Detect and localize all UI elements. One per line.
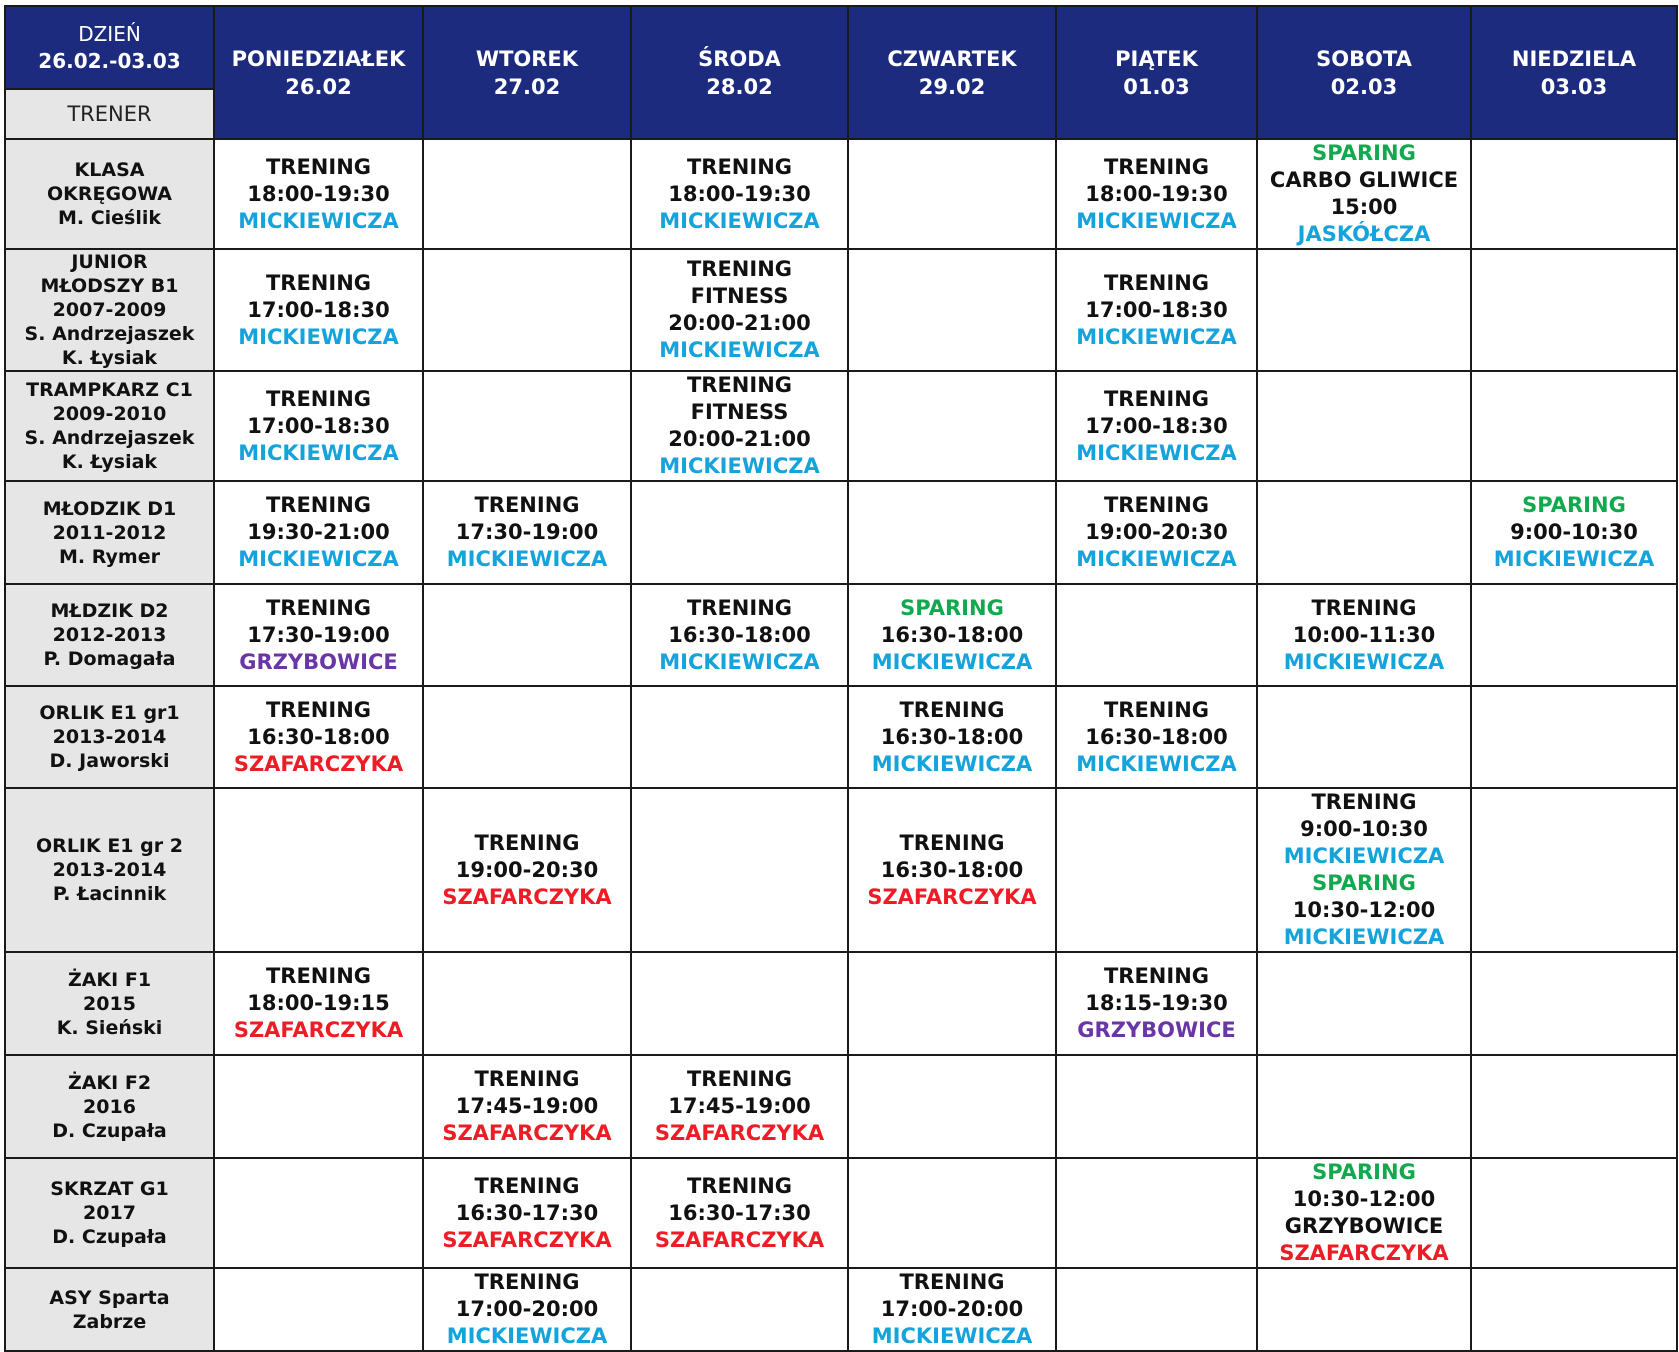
- schedule-slot: [1257, 1158, 1471, 1268]
- team-label-line: 2013-2014: [52, 859, 167, 881]
- slot-line: 19:00-20:30: [1085, 520, 1228, 544]
- team-row: [5, 788, 1677, 952]
- slot-line: TRENING: [265, 493, 372, 517]
- schedule-slot: [214, 952, 423, 1055]
- empty-slot: [1471, 139, 1677, 249]
- empty-slot: [1471, 1055, 1677, 1158]
- schedule-slot: [1056, 371, 1257, 481]
- team-cell: [5, 584, 214, 686]
- trainer-label-cell: [5, 89, 214, 139]
- team-cell: [5, 139, 214, 249]
- empty-slot: [848, 1158, 1056, 1268]
- empty-slot: [214, 1055, 423, 1158]
- team-label-line: M. Rymer: [59, 545, 160, 568]
- empty-slot: [423, 686, 631, 788]
- empty-slot: [1056, 1268, 1257, 1351]
- schedule-slot: [423, 1158, 631, 1268]
- slot-line: 18:00-19:30: [247, 181, 390, 206]
- slot-line: MICKIEWICZA: [659, 338, 820, 362]
- team-cell: [5, 249, 214, 371]
- slot-line: SPARING: [1312, 1160, 1416, 1184]
- slot-line: TRENING: [1103, 964, 1210, 988]
- slot-line: TRENING: [686, 595, 793, 620]
- team-cell: [5, 952, 214, 1055]
- schedule-slot: [1471, 481, 1677, 584]
- slot-line: MICKIEWICZA: [1076, 547, 1237, 571]
- day-header-friday: [1056, 6, 1257, 139]
- empty-slot: [214, 1268, 423, 1351]
- slot-line: MICKIEWICZA: [446, 1324, 608, 1348]
- slot-line: MICKIEWICZA: [446, 547, 608, 571]
- empty-slot: [631, 481, 848, 584]
- team-label-line: JUNIOR: [71, 251, 148, 273]
- day-name: PIĄTEK: [1115, 46, 1198, 71]
- slot-line: TRENING: [265, 386, 372, 411]
- team-label-line: 2017: [83, 1202, 136, 1224]
- team-label-line: 2015: [83, 992, 136, 1015]
- slot-line: 19:30-21:00: [247, 520, 390, 544]
- schedule-slot: [631, 584, 848, 686]
- slot-line: TRENING: [474, 1173, 580, 1198]
- empty-slot: [1471, 249, 1677, 371]
- empty-slot: [423, 249, 631, 371]
- empty-slot: [1257, 249, 1471, 371]
- team-label-line: 2016: [83, 1095, 136, 1118]
- slot-line: 18:00-19:15: [247, 991, 390, 1015]
- schedule-slot: [423, 481, 631, 584]
- slot-line: 16:30-17:30: [668, 1200, 811, 1225]
- slot-line: SPARING: [900, 595, 1004, 620]
- day-header-monday: [214, 6, 423, 139]
- team-label-line: MŁODSZY B1: [40, 275, 179, 297]
- day-name: NIEDZIELA: [1511, 46, 1637, 71]
- schedule-slot: [214, 481, 423, 584]
- day-header-tuesday: [423, 6, 631, 139]
- day-date: 28.02: [706, 74, 773, 99]
- empty-slot: [848, 1055, 1056, 1158]
- slot-line: 18:15-19:30: [1085, 991, 1228, 1015]
- schedule-slot: [631, 139, 848, 249]
- slot-line: GRZYBOWICE: [239, 649, 398, 674]
- empty-slot: [423, 952, 631, 1055]
- team-row: [5, 481, 1677, 584]
- slot-line: MICKIEWICZA: [238, 547, 399, 571]
- slot-line: MICKIEWICZA: [1283, 925, 1445, 949]
- slot-line: FITNESS: [690, 284, 789, 308]
- schedule-slot: [848, 1268, 1056, 1351]
- team-label-line: K. Łysiak: [61, 451, 158, 473]
- schedule-slot: [1257, 139, 1471, 249]
- slot-line: TRENING: [1103, 154, 1210, 179]
- slot-line: 18:00-19:30: [1085, 181, 1228, 206]
- empty-slot: [631, 788, 848, 952]
- slot-line: MICKIEWICZA: [871, 649, 1033, 674]
- slot-line: MICKIEWICZA: [659, 208, 820, 233]
- day-name: CZWARTEK: [887, 46, 1017, 71]
- empty-slot: [1471, 952, 1677, 1055]
- day-date: 01.03: [1123, 74, 1190, 99]
- team-label-line: MŁDZIK D2: [50, 600, 169, 622]
- team-label-line: SKRZAT G1: [50, 1178, 169, 1200]
- empty-slot: [1257, 1055, 1471, 1158]
- team-cell: [5, 1158, 214, 1268]
- team-cell: [5, 1055, 214, 1158]
- slot-line: MICKIEWICZA: [1493, 547, 1655, 571]
- team-row: [5, 1268, 1677, 1351]
- team-label-line: 2013-2014: [52, 726, 167, 748]
- empty-slot: [1056, 1158, 1257, 1268]
- team-row: [5, 139, 1677, 249]
- empty-slot: [423, 371, 631, 481]
- team-row: [5, 584, 1677, 686]
- empty-slot: [1471, 1158, 1677, 1268]
- team-row: [5, 249, 1677, 371]
- empty-slot: [1056, 584, 1257, 686]
- slot-line: TRENING: [474, 1067, 580, 1091]
- empty-slot: [631, 686, 848, 788]
- slot-line: 17:00-20:00: [880, 1297, 1024, 1321]
- slot-line: 20:00-21:00: [668, 427, 811, 451]
- team-label-line: ŻAKI F1: [67, 968, 152, 991]
- trainer-label: TRENER: [67, 102, 152, 126]
- slot-line: SPARING: [1522, 493, 1626, 517]
- team-label-line: S. Andrzejaszek: [24, 427, 195, 449]
- slot-line: TRENING: [265, 154, 372, 179]
- day-date: 27.02: [493, 74, 561, 99]
- slot-line: 17:00-18:30: [1085, 297, 1228, 322]
- slot-line: TRENING: [899, 830, 1005, 855]
- slot-line: MICKIEWICZA: [659, 649, 820, 674]
- team-label-line: Zabrze: [72, 1310, 147, 1333]
- slot-line: TRENING: [474, 493, 580, 517]
- schedule-slot: [1056, 481, 1257, 584]
- slot-line: 9:00-10:30: [1510, 520, 1638, 544]
- day-name: SOBOTA: [1316, 46, 1412, 71]
- slot-line: TRENING: [265, 595, 372, 620]
- team-label-line: ASY Sparta: [49, 1286, 170, 1309]
- team-label-line: ORLIK E1 gr1: [39, 702, 180, 724]
- schedule-slot: [1056, 249, 1257, 371]
- team-label-line: 2012-2013: [52, 624, 167, 646]
- team-row: [5, 952, 1677, 1055]
- empty-slot: [1257, 371, 1471, 481]
- slot-line: MICKIEWICZA: [238, 440, 399, 465]
- empty-slot: [1257, 1268, 1471, 1351]
- schedule-slot: [1056, 686, 1257, 788]
- slot-line: GRZYBOWICE: [1077, 1018, 1236, 1042]
- day-header-saturday: [1257, 6, 1471, 139]
- team-label-line: D. Czupała: [52, 1119, 167, 1142]
- schedule-slot: [848, 686, 1056, 788]
- slot-line: TRENING: [265, 270, 372, 295]
- slot-line: TRENING: [1103, 270, 1210, 295]
- empty-slot: [1471, 788, 1677, 952]
- slot-line: TRENING: [686, 1173, 793, 1198]
- empty-slot: [1056, 1055, 1257, 1158]
- slot-line: FITNESS: [690, 400, 789, 424]
- team-cell: [5, 371, 214, 481]
- slot-line: MICKIEWICZA: [659, 454, 820, 478]
- team-cell: [5, 1268, 214, 1351]
- slot-line: TRENING: [474, 1270, 580, 1294]
- slot-line: TRENING: [899, 1270, 1005, 1294]
- slot-line: TRENING: [1103, 697, 1210, 722]
- team-label-line: K. Sieński: [56, 1016, 163, 1039]
- day-date: 02.03: [1330, 74, 1398, 99]
- team-label-line: OKRĘGOWA: [46, 183, 173, 205]
- slot-line: SZAFARCZYKA: [1279, 1241, 1449, 1265]
- day-name: WTOREK: [475, 46, 579, 71]
- day-date: 26.02: [285, 74, 352, 99]
- slot-line: TRENING: [1311, 790, 1417, 814]
- slot-line: MICKIEWICZA: [1076, 324, 1237, 349]
- empty-slot: [1257, 952, 1471, 1055]
- empty-slot: [631, 952, 848, 1055]
- slot-line: 16:30-18:00: [668, 622, 811, 647]
- empty-slot: [1471, 371, 1677, 481]
- slot-line: 17:00-20:00: [455, 1297, 599, 1321]
- day-name: ŚRODA: [698, 46, 781, 71]
- slot-line: 17:30-19:00: [455, 520, 599, 544]
- slot-line: SZAFARCZYKA: [233, 1018, 404, 1042]
- empty-slot: [1471, 1268, 1677, 1351]
- team-label-line: 2009-2010: [52, 403, 167, 425]
- slot-line: 16:30-18:00: [880, 724, 1024, 749]
- slot-line: MICKIEWICZA: [871, 1324, 1033, 1348]
- team-label-line: K. Łysiak: [61, 347, 158, 369]
- slot-line: 10:00-11:30: [1292, 622, 1436, 647]
- slot-line: MICKIEWICZA: [1076, 440, 1237, 465]
- empty-slot: [1471, 584, 1677, 686]
- team-cell: [5, 788, 214, 952]
- schedule-slot: [1056, 952, 1257, 1055]
- empty-slot: [214, 788, 423, 952]
- slot-line: 16:30-17:30: [455, 1200, 599, 1225]
- slot-line: MICKIEWICZA: [1283, 649, 1445, 674]
- slot-line: SPARING: [1312, 871, 1416, 895]
- slot-line: SZAFARCZYKA: [654, 1121, 825, 1145]
- slot-line: TRENING: [899, 697, 1005, 722]
- empty-slot: [423, 139, 631, 249]
- header-row: [5, 6, 1677, 89]
- team-label-line: M. Cieślik: [57, 207, 162, 229]
- slot-line: MICKIEWICZA: [1076, 751, 1237, 776]
- team-row: [5, 1055, 1677, 1158]
- schedule-slot: [848, 584, 1056, 686]
- slot-line: MICKIEWICZA: [871, 751, 1033, 776]
- team-label-line: P. Łacinnik: [52, 883, 167, 905]
- slot-line: SZAFARCZYKA: [867, 884, 1037, 909]
- empty-slot: [1257, 686, 1471, 788]
- empty-slot: [848, 481, 1056, 584]
- slot-line: JASKÓŁCZA: [1297, 222, 1431, 246]
- slot-line: MICKIEWICZA: [238, 208, 399, 233]
- schedule-slot: [631, 1055, 848, 1158]
- slot-line: 16:30-18:00: [880, 857, 1024, 882]
- team-cell: [5, 481, 214, 584]
- team-label-line: MŁODZIK D1: [42, 497, 177, 520]
- empty-slot: [848, 139, 1056, 249]
- slot-line: 16:30-18:00: [247, 724, 390, 749]
- day-header-thursday: [848, 6, 1056, 139]
- slot-line: 19:00-20:30: [455, 857, 599, 882]
- slot-line: 10:30-12:00: [1292, 1187, 1436, 1211]
- slot-line: SZAFARCZYKA: [233, 751, 404, 776]
- empty-slot: [631, 1268, 848, 1351]
- slot-line: 17:00-18:30: [247, 413, 390, 438]
- empty-slot: [848, 249, 1056, 371]
- slot-line: SZAFARCZYKA: [442, 1227, 612, 1252]
- schedule-slot: [848, 788, 1056, 952]
- slot-line: TRENING: [265, 697, 372, 722]
- team-label-line: 2011-2012: [52, 521, 167, 544]
- corner-day-label: DZIEŃ: [78, 21, 141, 46]
- schedule-slot: [214, 584, 423, 686]
- slot-line: TRENING: [265, 964, 372, 988]
- corner-date-range: 26.02.-03.03: [38, 48, 181, 73]
- schedule-slot: [631, 371, 848, 481]
- team-label-line: TRAMPKARZ C1: [26, 379, 193, 401]
- slot-line: SZAFARCZYKA: [442, 1121, 612, 1145]
- slot-line: 20:00-21:00: [668, 311, 811, 335]
- slot-line: CARBO GLIWICE: [1269, 168, 1459, 192]
- team-label-line: P. Domagała: [43, 648, 176, 670]
- slot-line: 16:30-18:00: [1085, 724, 1228, 749]
- slot-line: 15:00: [1330, 195, 1398, 219]
- slot-line: TRENING: [474, 830, 580, 855]
- team-row: [5, 1158, 1677, 1268]
- empty-slot: [1257, 481, 1471, 584]
- slot-line: MICKIEWICZA: [238, 324, 399, 349]
- schedule-slot: [214, 249, 423, 371]
- empty-slot: [423, 584, 631, 686]
- slot-line: TRENING: [686, 154, 793, 179]
- day-header-sunday: [1471, 6, 1677, 139]
- slot-line: TRENING: [1103, 386, 1210, 411]
- team-label-line: S. Andrzejaszek: [24, 323, 195, 345]
- schedule-slot: [214, 139, 423, 249]
- empty-slot: [1056, 788, 1257, 952]
- slot-line: 17:00-18:30: [1085, 413, 1228, 438]
- slot-line: 17:00-18:30: [247, 297, 390, 322]
- schedule-slot: [423, 788, 631, 952]
- day-header-wednesday: [631, 6, 848, 139]
- team-cell: [5, 686, 214, 788]
- slot-line: 17:45-19:00: [668, 1094, 811, 1118]
- slot-line: 9:00-10:30: [1300, 817, 1428, 841]
- team-label-line: D. Czupała: [52, 1226, 167, 1248]
- schedule-slot: [214, 686, 423, 788]
- team-label-line: ŻAKI F2: [67, 1071, 152, 1094]
- slot-line: TRENING: [686, 1067, 793, 1091]
- empty-slot: [848, 371, 1056, 481]
- slot-line: 18:00-19:30: [668, 181, 811, 206]
- schedule-slot: [1056, 139, 1257, 249]
- schedule-slot: [214, 371, 423, 481]
- schedule-slot: [631, 249, 848, 371]
- slot-line: TRENING: [1311, 595, 1417, 620]
- slot-line: MICKIEWICZA: [1283, 844, 1445, 868]
- corner-day-cell: [5, 6, 214, 89]
- schedule-slot: [631, 1158, 848, 1268]
- empty-slot: [848, 952, 1056, 1055]
- slot-line: TRENING: [686, 373, 793, 397]
- schedule-slot: [1257, 584, 1471, 686]
- slot-line: MICKIEWICZA: [1076, 208, 1237, 233]
- slot-line: SZAFARCZYKA: [654, 1227, 825, 1252]
- slot-line: 10:30-12:00: [1292, 898, 1436, 922]
- slot-line: SZAFARCZYKA: [442, 884, 612, 909]
- team-label-line: KLASA: [74, 159, 145, 181]
- slot-line: GRZYBOWICE: [1284, 1214, 1444, 1238]
- day-date: 29.02: [918, 74, 986, 99]
- schedule-body: [5, 6, 1677, 1351]
- team-label-line: 2007-2009: [52, 299, 167, 321]
- schedule-slot: [423, 1055, 631, 1158]
- slot-line: 17:45-19:00: [455, 1094, 599, 1118]
- training-schedule-table: [4, 5, 1678, 1352]
- empty-slot: [1471, 686, 1677, 788]
- slot-line: 17:30-19:00: [247, 622, 390, 647]
- day-date: 03.03: [1540, 74, 1608, 99]
- schedule-slot: [1257, 788, 1471, 952]
- slot-line: TRENING: [686, 257, 793, 281]
- slot-line: 16:30-18:00: [880, 622, 1024, 647]
- slot-line: TRENING: [1103, 493, 1210, 517]
- schedule-slot: [423, 1268, 631, 1351]
- team-label-line: D. Jaworski: [49, 750, 170, 772]
- slot-line: SPARING: [1312, 141, 1416, 165]
- team-row: [5, 371, 1677, 481]
- team-row: [5, 686, 1677, 788]
- empty-slot: [214, 1158, 423, 1268]
- day-name: PONIEDZIAŁEK: [231, 46, 406, 71]
- team-label-line: ORLIK E1 gr 2: [36, 835, 183, 857]
